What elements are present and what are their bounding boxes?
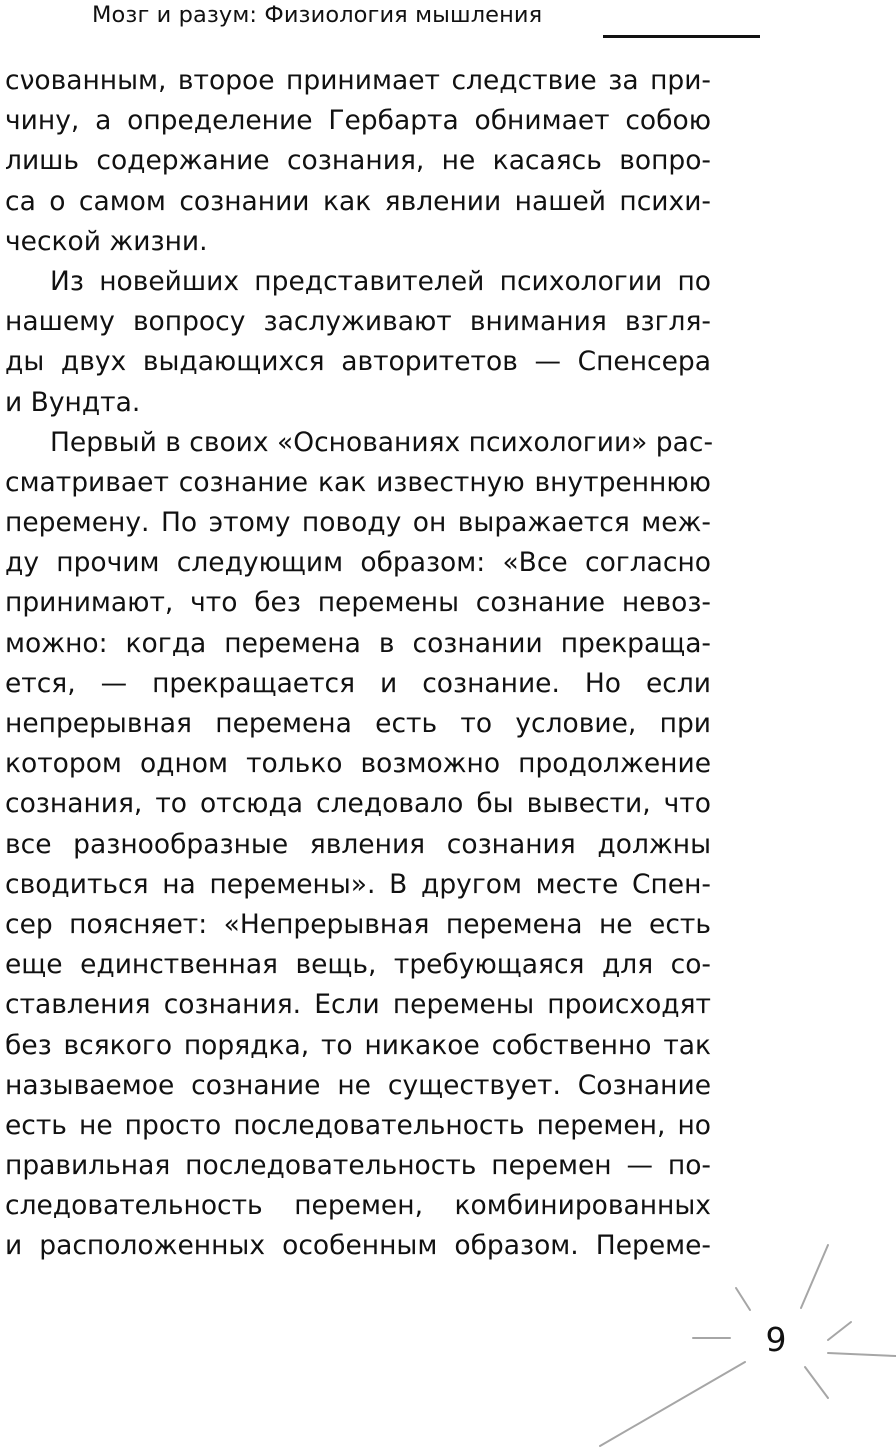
ray-line: [801, 1245, 828, 1308]
text-line: ставления сознания. Если перемены происходят: [5, 989, 711, 1021]
text-line: лишь содержание сознания, не касаясь вопро-: [5, 145, 711, 177]
text-line: ческой жизни.: [5, 225, 208, 257]
text-line: сνованным, второе принимает следствие за при-: [5, 65, 711, 96]
text-line: сводиться на перемены». В другом месте Спен-: [5, 868, 711, 900]
text-line: непрерывная перемена есть то условие, при: [5, 708, 711, 739]
text-line: ется, — прекращается и сознание. Но если: [5, 667, 711, 699]
ray-line: [828, 1353, 896, 1356]
text-line: сер поясняет: «Непрерывная перемена не есть: [5, 908, 711, 940]
text-line: называемое сознание не существует. Сознание: [5, 1069, 711, 1101]
page-number: 9: [765, 1320, 787, 1359]
text-line: чину, а определение Гербарта обнимает собою: [5, 105, 711, 137]
ray-line: [600, 1362, 745, 1446]
text-line: следовательность перемен, комбинированных: [5, 1190, 711, 1222]
text-line: без всякого порядка, то никакое собственно так: [5, 1029, 711, 1061]
text-line: са о самом сознании как явлении нашей психи-: [5, 185, 711, 217]
ray-line: [828, 1322, 851, 1340]
text-line: Из новейших представителей психологии по: [50, 265, 711, 297]
text-line: есть не просто последовательность перемен, но: [5, 1109, 711, 1141]
text-line: еще единственная вещь, требующаяся для со-: [5, 949, 711, 981]
text-line: нашему вопросу заслуживают внимания взгля-: [5, 306, 711, 338]
text-line: и Вундта.: [5, 386, 141, 418]
text-line: ду прочим следующим образом: «Все согласно: [5, 547, 711, 579]
ray-line: [736, 1288, 750, 1310]
text-line: все разнообразные явления сознания должны: [5, 828, 711, 860]
text-line: ды двух выдающихся авторитетов — Спенсера: [5, 346, 711, 378]
running-title: Мозг и разум: Физиология мышления: [92, 2, 543, 28]
text-line: и расположенных особенным образом. Переме-: [5, 1230, 711, 1262]
text-line: Первый в своих «Основаниях психологии» рас-: [50, 426, 714, 458]
ray-line: [805, 1367, 828, 1398]
text-line: сматривает сознание как известную внутреннюю: [5, 466, 711, 498]
text-line: котором одном только возможно продолжение: [5, 748, 711, 780]
text-line: перемену. По этому поводу он выражается меж-: [5, 507, 711, 539]
text-line: сознания, то отсюда следовало бы вывести, что: [5, 788, 711, 820]
text-line: принимают, что без перемены сознание невоз-: [5, 587, 711, 619]
text-line: можно: когда перемена в сознании прекраща-: [5, 627, 711, 659]
text-line: правильная последовательность перемен — по-: [5, 1150, 711, 1182]
